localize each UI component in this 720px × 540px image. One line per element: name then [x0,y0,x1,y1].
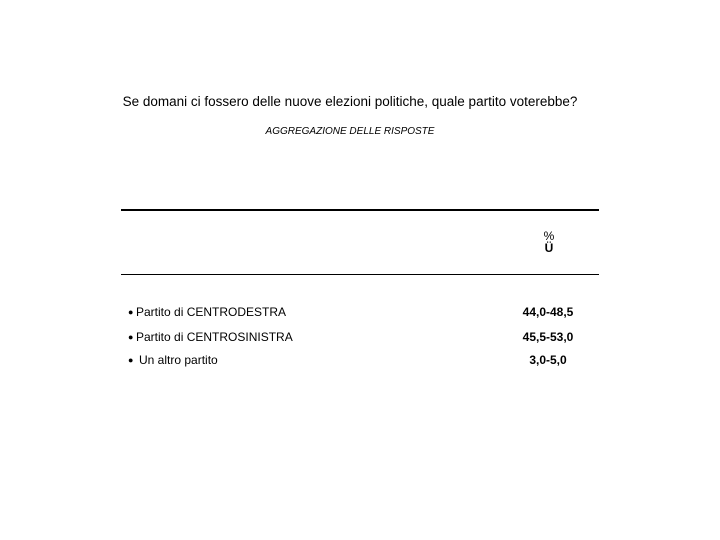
survey-question-title: Se domani ci fossero delle nuove elezioni politiche, quale partito voterebbe? [122,94,578,109]
table-header-rule [121,274,599,275]
table-row [128,329,588,345]
table-top-rule [121,209,599,211]
bullet-icon: ● [128,355,134,365]
row-label-container [128,329,293,345]
row-label: Un altro partito [139,353,218,367]
row-value: 3,0-5,0 [529,353,567,367]
row-label-container [128,352,218,368]
table-row [128,304,588,320]
percent-column-subheader: Ü [544,241,554,255]
row-label: Partito di CENTROSINISTRA [136,330,293,344]
bullet-icon: ● [128,332,134,342]
percent-column-header: % [543,229,555,243]
row-value: 44,0-48,5 [522,305,574,319]
survey-subtitle: AGGREGAZIONE DELLE RISPOSTE [265,126,435,137]
row-label: Partito di CENTRODESTRA [136,305,287,319]
table-row [128,352,588,368]
row-label-container [128,304,286,320]
row-value: 45,5-53,0 [522,330,574,344]
bullet-icon: ● [128,307,134,317]
